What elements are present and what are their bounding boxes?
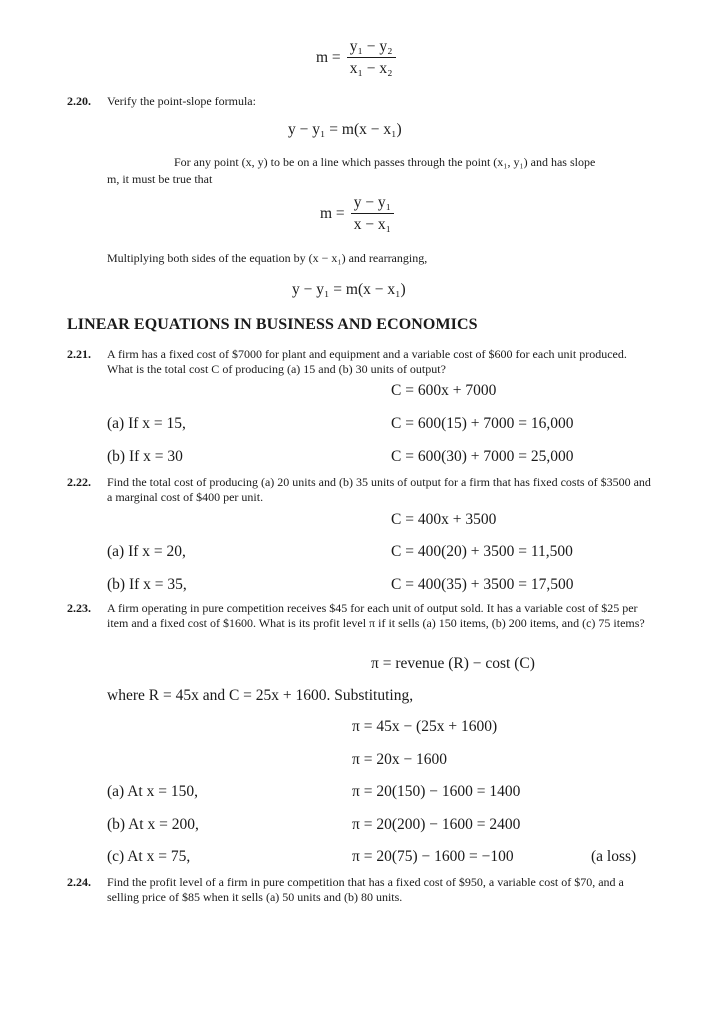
problem-2-22-question: Find the total cost of producing (a) 20 units and (b) 35 units of output for a firm that has fixed costs of $3500 and a marginal cost of $400 per unit. xyxy=(107,475,651,504)
point-slope-formula: y − y₁ = m(x − x₁) xyxy=(288,121,402,138)
part-b-label: (b) At x = 200, xyxy=(107,816,199,833)
formula-lhs: m = xyxy=(316,48,341,66)
formula-fraction xyxy=(347,38,396,77)
problem-2-21-question: A firm has a fixed cost of $7000 for plant and equipment and a variable cost of $600 for each unit produced. What is the total cost C of producing (a) 15 and (b) 30 units of output? xyxy=(107,347,627,376)
fraction-denominator: x₁ − x₂ xyxy=(349,60,393,77)
loss-note: (a loss) xyxy=(591,848,637,865)
part-b-label: (b) If x = 30 xyxy=(107,448,183,465)
part-b-equation: π = 20(200) − 1600 = 2400 xyxy=(352,816,521,833)
fraction-numerator: y − y₁ xyxy=(351,194,394,214)
problem-2-24-question: Find the profit level of a firm in pure competition that has a fixed cost of $950, a variable cost of $70, and a selling price of $85 when it sells (a) 50 units and (b) 80 units. xyxy=(107,875,624,904)
where-statement: where R = 45x and C = 25x + 1600. Substituting, xyxy=(107,687,414,704)
slope-fraction-formula xyxy=(320,194,394,233)
part-b-equation: C = 400(35) + 3500 = 17,500 xyxy=(391,576,574,593)
fraction-denominator: x − x₁ xyxy=(353,216,392,233)
part-a-equation: C = 600(15) + 7000 = 16,000 xyxy=(391,415,574,432)
problem-number-2-22: 2.22. xyxy=(67,475,91,489)
problem-number-2-23: 2.23. xyxy=(67,601,91,615)
part-a-label: (a) At x = 150, xyxy=(107,783,198,800)
cost-equation: C = 400x + 3500 xyxy=(391,511,497,528)
problem-2-23-question: A firm operating in pure competition receives $45 for each unit of output sold. It has a variable cost of $25 per item and a fixed cost of $1600. What is its profit level π if it sells (a) 150 items, (b) 200 items, and (c) 75 items? xyxy=(107,601,645,630)
part-c-label: (c) At x = 75, xyxy=(107,848,191,865)
part-a-equation: π = 20(150) − 1600 = 1400 xyxy=(352,783,521,800)
slope-formula-top xyxy=(316,38,396,77)
part-a-label: (a) If x = 20, xyxy=(107,543,186,560)
problem-2-20-body-line1: For any point (x, y) to be on a line which passes through the point (x₁, y₁) and has slope xyxy=(174,155,596,169)
part-c-equation: π = 20(75) − 1600 = −100 xyxy=(352,848,514,865)
profit-equation: π = revenue (R) − cost (C) xyxy=(371,655,535,672)
substitution-line-2: π = 20x − 1600 xyxy=(352,751,448,768)
substitution-line-1: π = 45x − (25x + 1600) xyxy=(352,718,498,735)
problem-number-2-24: 2.24. xyxy=(67,875,91,889)
formula-fraction xyxy=(351,194,394,233)
cost-equation: C = 600x + 7000 xyxy=(391,382,497,399)
formula-lhs: m = xyxy=(320,204,345,222)
part-a-label: (a) If x = 15, xyxy=(107,415,186,432)
part-b-label: (b) If x = 35, xyxy=(107,576,187,593)
section-heading: LINEAR EQUATIONS IN BUSINESS AND ECONOMICS xyxy=(67,316,478,333)
problem-2-20-multiply-text: Multiplying both sides of the equation by (x − x₁) and rearranging, xyxy=(107,251,428,265)
problem-2-20-question: Verify the point-slope formula: xyxy=(107,94,256,108)
point-slope-result: y − y₁ = m(x − x₁) xyxy=(292,281,406,298)
part-b-equation: C = 600(30) + 7000 = 25,000 xyxy=(391,448,574,465)
problem-number-2-20: 2.20. xyxy=(67,94,91,108)
problem-number-2-21: 2.21. xyxy=(67,347,91,361)
part-a-equation: C = 400(20) + 3500 = 11,500 xyxy=(391,543,573,560)
problem-2-20-body-line2: m, it must be true that xyxy=(107,172,213,186)
fraction-numerator: y₁ − y₂ xyxy=(347,38,396,58)
